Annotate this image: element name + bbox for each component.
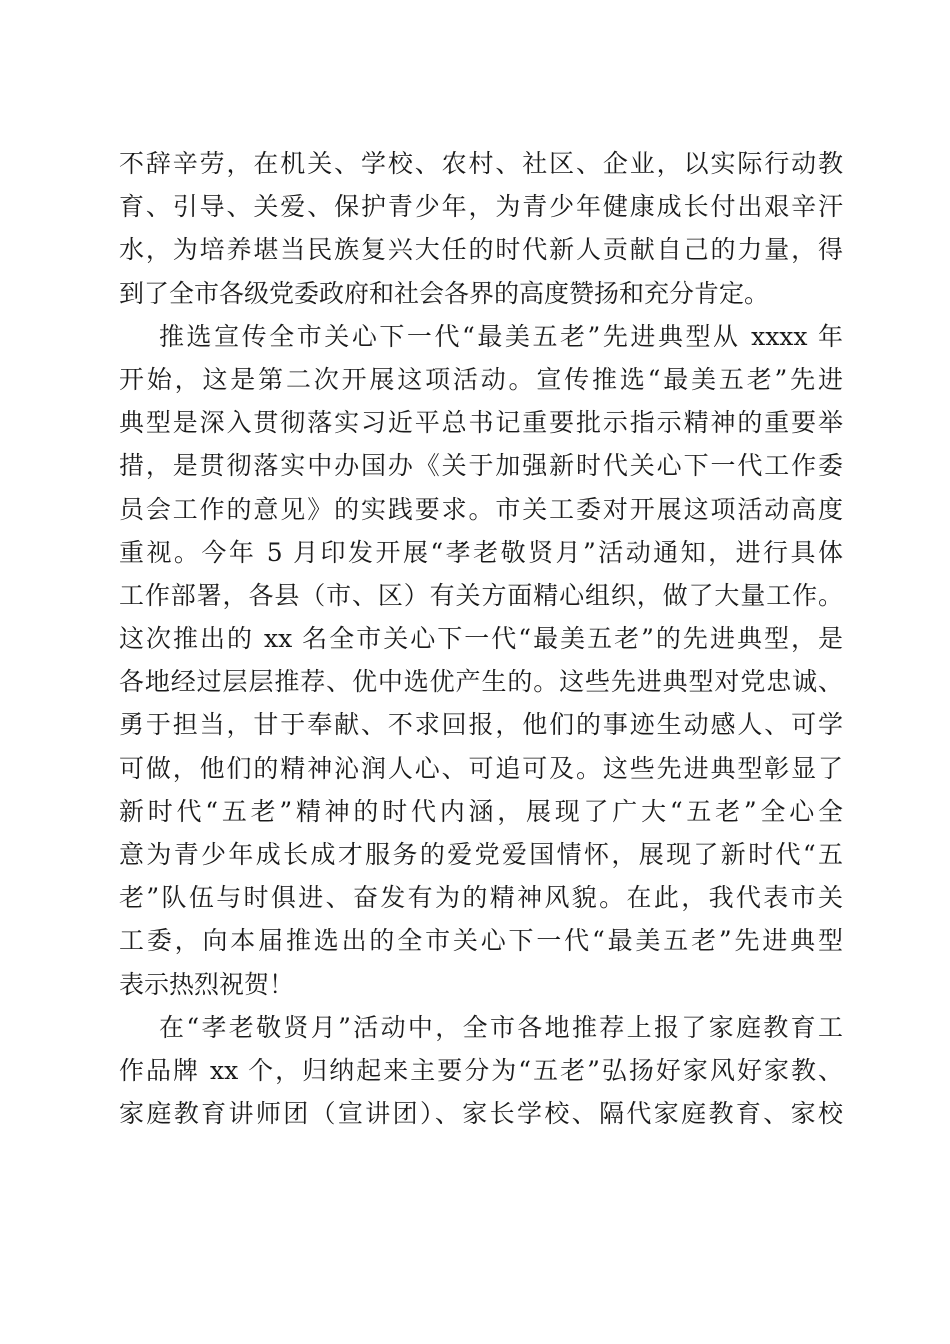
text-line: 重视。今年 5 月印发开展“孝老敬贤月”活动通知，进行具体 [119, 537, 843, 567]
document-body [119, 142, 843, 1135]
text-line: 典型是深入贯彻落实习近平总书记重要批示指示精神的重要举 [119, 408, 843, 438]
text-line: 表示热烈祝贺！ [119, 969, 295, 999]
text-line: 措，是贯彻落实中办国办《关于加强新时代关心下一代工作委 [119, 451, 843, 481]
text-line: 老”队伍与时俱进、奋发有为的精神风貌。在此，我代表市关 [119, 883, 843, 913]
text-line: 新时代“五老”精神的时代内涵，展现了广大“五老”全心全 [119, 796, 843, 826]
text-line: 作品牌 xx 个，归纳起来主要分为“五老”弘扬好家风好家教、 [119, 1055, 843, 1085]
text-line: 勇于担当，甘于奉献、不求回报，他们的事迹生动感人、可学 [119, 710, 843, 740]
paragraph-2 [119, 315, 843, 1006]
text-line: 可做，他们的精神沁润人心、可追可及。这些先进典型彰显了 [119, 753, 843, 783]
text-line: 员会工作的意见》的实践要求。市关工委对开展这项活动高度 [119, 494, 843, 524]
text-line: 家庭教育讲师团（宣讲团）、家长学校、隔代家庭教育、家校 [119, 1099, 843, 1129]
text-line: 各地经过层层推荐、优中选优产生的。这些先进典型对党忠诚、 [119, 667, 843, 697]
text-line: 在“孝老敬贤月”活动中，全市各地推荐上报了家庭教育工 [159, 1012, 843, 1042]
text-line: 开始，这是第二次开展这项活动。宣传推选“最美五老”先进 [119, 364, 843, 394]
text-line: 这次推出的 xx 名全市关心下一代“最美五老”的先进典型，是 [119, 624, 843, 654]
text-line: 推选宣传全市关心下一代“最美五老”先进典型从 xxxx 年 [159, 321, 843, 351]
text-line: 水，为培养堪当民族复兴大任的时代新人贡献自己的力量，得 [119, 235, 843, 265]
text-line: 工委，向本届推选出的全市关心下一代“最美五老”先进典型 [119, 926, 843, 956]
paragraph-1 [119, 142, 843, 315]
paragraph-3 [119, 1006, 843, 1136]
text-line: 意为青少年成长成才服务的爱党爱国情怀，展现了新时代“五 [119, 840, 843, 869]
text-line: 工作部署，各县（市、区）有关方面精心组织，做了大量工作。 [119, 580, 843, 610]
text-line: 到了全市各级党委政府和社会各界的高度赞扬和充分肯定。 [119, 278, 770, 308]
text-line: 育、引导、关爱、保护青少年，为青少年健康成长付出艰辛汗 [119, 192, 843, 222]
text-line: 不辞辛劳，在机关、学校、农村、社区、企业，以实际行动教 [119, 149, 843, 178]
